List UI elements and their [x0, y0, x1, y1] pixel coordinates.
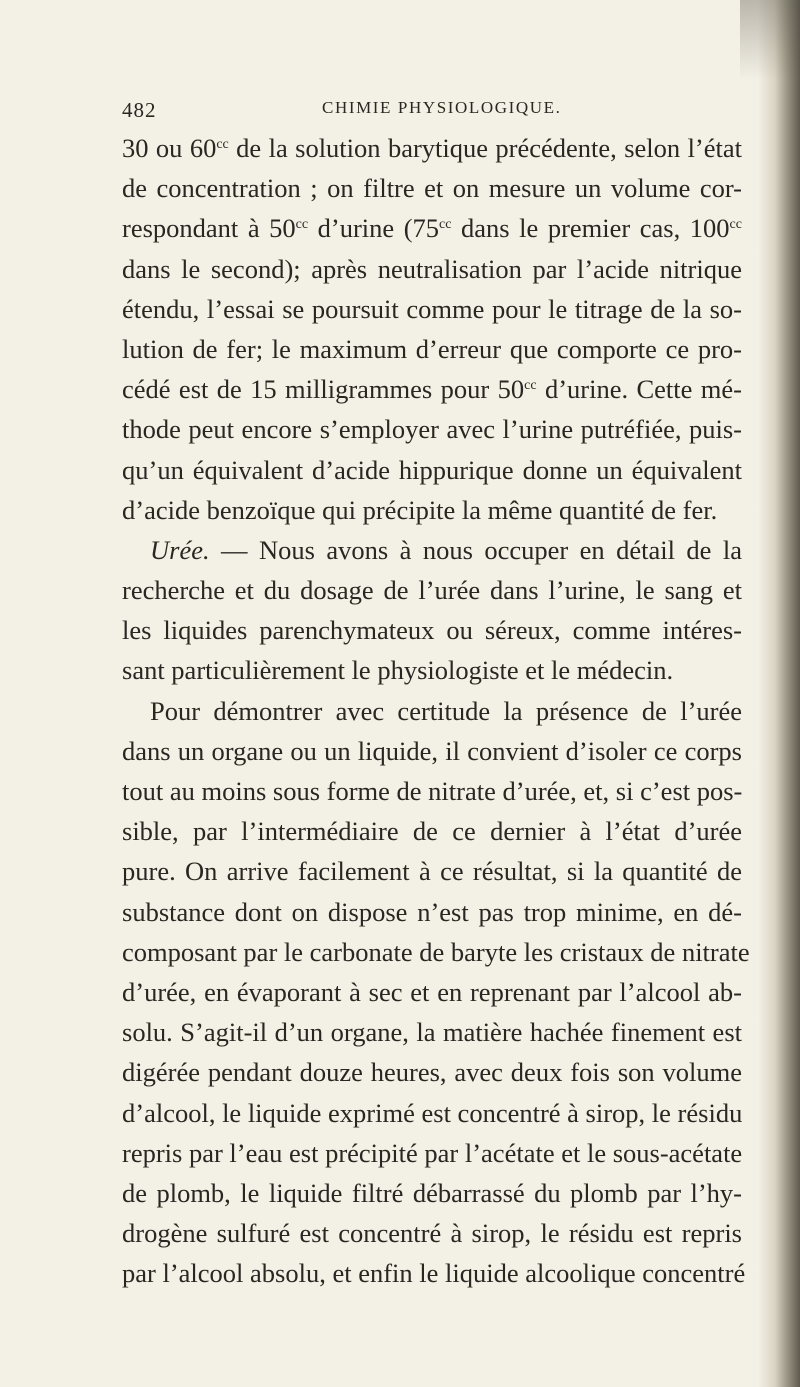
text-line: d’urée, en évaporant à sec et en reprenant par l’alcool ab-	[122, 976, 742, 1007]
text-line: les liquides parenchymateux ou séreux, comme intéres-	[122, 615, 742, 646]
body-text	[122, 128, 750, 1293]
text-line: Urée. — Nous avons à nous occuper en détail de la	[150, 534, 742, 565]
text-line: digérée pendant douze heures, avec deux fois son volume	[122, 1057, 742, 1088]
text-line: qu’un équivalent d’acide hippurique donne un équivalent	[122, 454, 742, 485]
text-line: lution de fer; le maximum d’erreur que comporte ce pro-	[122, 333, 742, 364]
text-line: respondant à $50^{cc}$ d’urine ($75^{cc}$ dans le premier cas, $100^{cc}$	[122, 213, 742, 244]
text-line: sant particulièrement le physiologiste et le médecin.	[122, 655, 674, 686]
page-corner-shadow	[740, 0, 800, 80]
text-line: d’alcool, le liquide exprimé est concentré à sirop, le résidu	[122, 1097, 743, 1128]
text-line: de plomb, le liquide filtré débarrassé du plomb par l’hy-	[122, 1177, 742, 1208]
text-line: dans un organe ou un liquide, il convient d’isoler ce corps	[122, 735, 742, 766]
text-line: de concentration ; on filtre et on mesure un volume cor-	[122, 173, 742, 204]
text-line: d’acide benzoïque qui précipite la même quantité de fer.	[122, 494, 718, 525]
text-line: étendu, l’essai se poursuit comme pour le titrage de la so-	[122, 293, 742, 324]
text-line: sible, par l’intermédiaire de ce dernier à l’état d’urée	[122, 816, 742, 847]
text-line: Pour démontrer avec certitude la présence de l’urée	[150, 695, 742, 726]
text-line: dans le second); après neutralisation par l’acide nitrique	[122, 253, 742, 284]
text-line: tout au moins sous forme de nitrate d’urée, et, si c’est pos-	[122, 776, 743, 806]
text-line: composant par le carbonate de baryte les cristaux de nitrate	[122, 936, 750, 967]
text-line: solu. S’agit-il d’un organe, la matière hachée finement est	[122, 1017, 742, 1048]
page-number: 482	[122, 98, 157, 122]
text-line: pure. On arrive facilement à ce résultat, si la quantité de	[122, 856, 742, 887]
text-line: thode peut encore s’employer avec l’urine putréfiée, puis-	[122, 414, 742, 445]
text-line: substance dont on dispose n’est pas trop minime, en dé-	[122, 896, 742, 927]
page-edge-shadow	[758, 0, 800, 1387]
text-line: 30 ou $60^{cc}$ de la solution barytique précédente, selon l’état	[122, 133, 743, 163]
section-heading-uree: Urée.	[150, 534, 210, 565]
text-line: par l’alcool absolu, et enfin le liquide alcoolique concentré	[122, 1258, 746, 1289]
running-head	[0, 98, 800, 128]
text-line: cédé est de 15 milligrammes pour $50^{cc}$ d’urine. Cette mé-	[122, 374, 742, 405]
text-line: recherche et du dosage de l’urée dans l’urine, le sang et	[122, 575, 742, 606]
text-line: repris par l’eau est précipité par l’acétate et le sous-acétate	[122, 1137, 743, 1168]
text-line: drogène sulfuré est concentré à sirop, le résidu est repris	[122, 1218, 742, 1249]
running-title: CHIMIE PHYSIOLOGIQUE.	[322, 98, 562, 117]
